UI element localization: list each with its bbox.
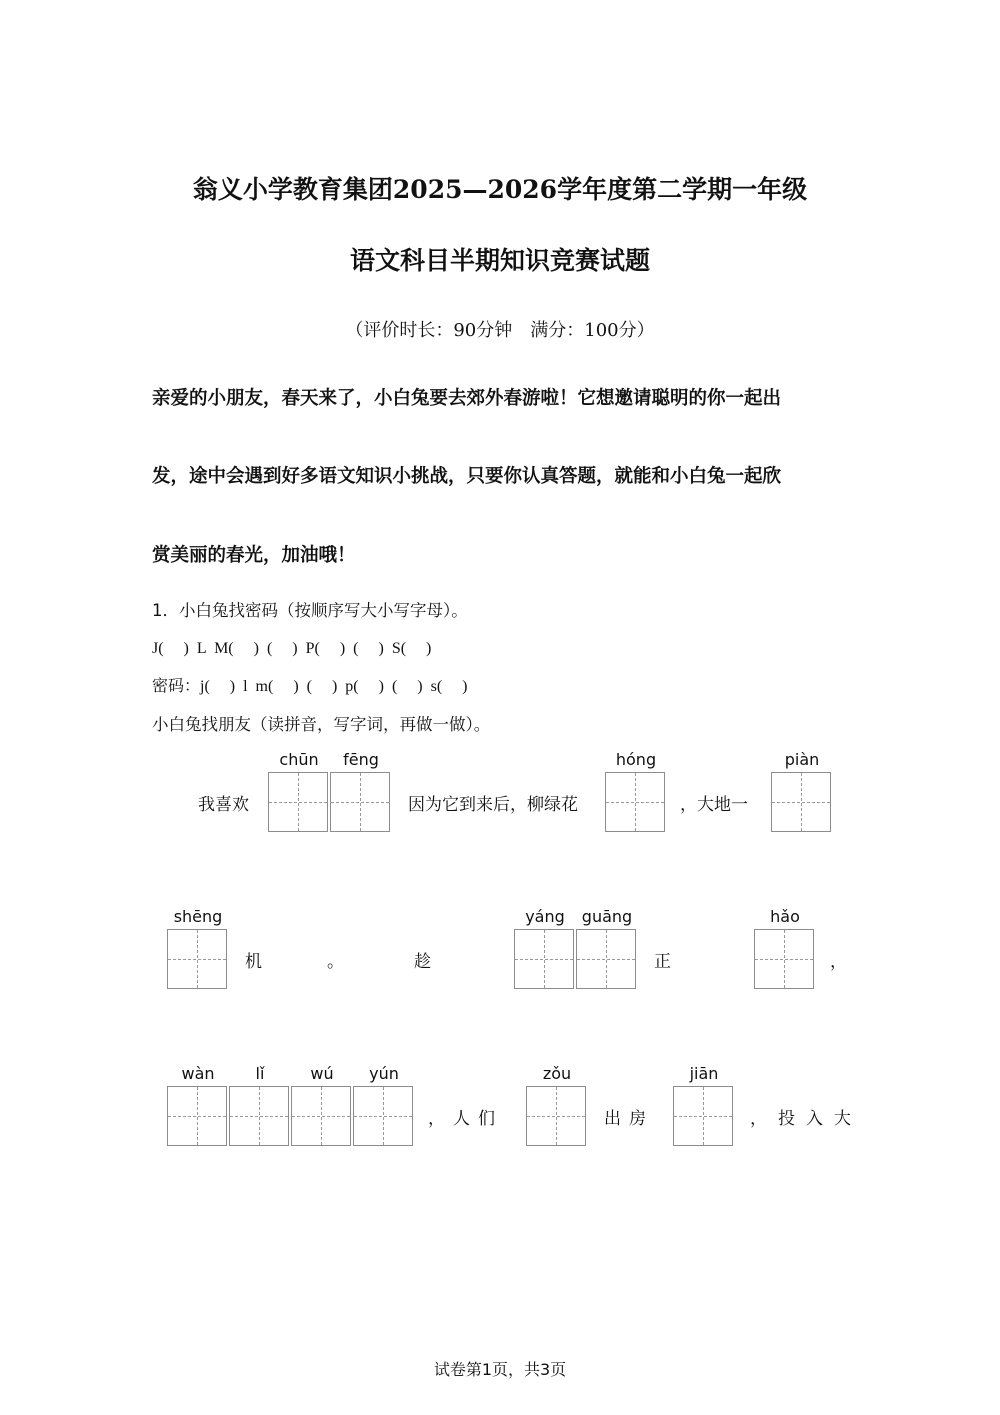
writing-box-hong[interactable] [605,772,665,832]
lowercase-sequence: 密码：j( ) l m( ) ( ) p( ) ( ) s( ) [152,678,468,695]
row3-text-c: ，投入大 [750,1109,862,1129]
writing-box-jian[interactable] [673,1086,733,1146]
row3-text-b: 出房 [604,1109,654,1129]
exam-title-line1: 翁义小学教育集团2025—2026学年度第二学期一年级 [192,175,808,204]
writing-box-zou[interactable] [526,1086,586,1146]
row1-text-c: ，大地一 [680,795,748,815]
intro-line3: 赏美丽的春光，加油哦！ [152,545,356,566]
exam-duration: （评价时长：90分钟 满分：100分） [345,320,655,341]
pinyin-jian: jiān [689,1064,719,1083]
intro-line1: 亲爱的小朋友，春天来了，小白兔要去郊外春游啦！它想邀请聪明的你一起出 [152,388,782,409]
pinyin-li: lǐ [255,1064,265,1083]
pinyin-guang: guāng [581,907,633,926]
pinyin-zou: zǒu [542,1064,572,1083]
row2-text-b: 。 [327,952,344,972]
question-1-title: 1．小白兔找密码（按顺序写大小写字母）。 [152,601,468,620]
pinyin-sheng: shēng [173,907,223,926]
writing-box-feng[interactable] [330,772,390,832]
pinyin-wu: wú [310,1064,334,1083]
row1-text-a: 我喜欢 [198,795,249,815]
writing-box-li[interactable] [229,1086,289,1146]
row2-text-e: ， [830,952,847,972]
writing-box-pian[interactable] [771,772,831,832]
question-2-title: 小白兔找朋友（读拼音，写字词，再做一做）。 [152,715,491,734]
writing-box-yun[interactable] [353,1086,413,1146]
uppercase-sequence: J( ) L M( ) ( ) P( ) ( ) S( ) [152,640,432,657]
writing-box-sheng[interactable] [167,929,227,989]
pinyin-hong: hóng [615,750,657,769]
row2-text-c: 趁 [414,952,431,972]
pinyin-wan: wàn [181,1064,215,1083]
writing-box-chun[interactable] [268,772,328,832]
exam-title-line2: 语文科目半期知识竞赛试题 [349,246,650,275]
writing-box-yang[interactable] [514,929,574,989]
writing-box-wan[interactable] [167,1086,227,1146]
pinyin-hao: hǎo [770,907,800,926]
row2-text-a: 机 [245,952,262,972]
intro-line2: 发，途中会遇到好多语文知识小挑战，只要你认真答题，就能和小白兔一起欣 [152,466,782,487]
writing-box-wu[interactable] [291,1086,351,1146]
writing-box-guang[interactable] [576,929,636,989]
row3-text-a: ，人们 [428,1109,503,1129]
pinyin-feng: fēng [343,750,379,769]
row1-text-b: 因为它到来后，柳绿花 [408,795,578,815]
pinyin-yun: yún [369,1064,399,1083]
pinyin-pian: piàn [784,750,820,769]
row2-text-d: 正 [654,952,671,972]
writing-box-hao[interactable] [754,929,814,989]
pinyin-chun: chūn [279,750,319,769]
pinyin-yang: yáng [525,907,565,926]
page-footer: 试卷第1页，共3页 [433,1360,567,1379]
